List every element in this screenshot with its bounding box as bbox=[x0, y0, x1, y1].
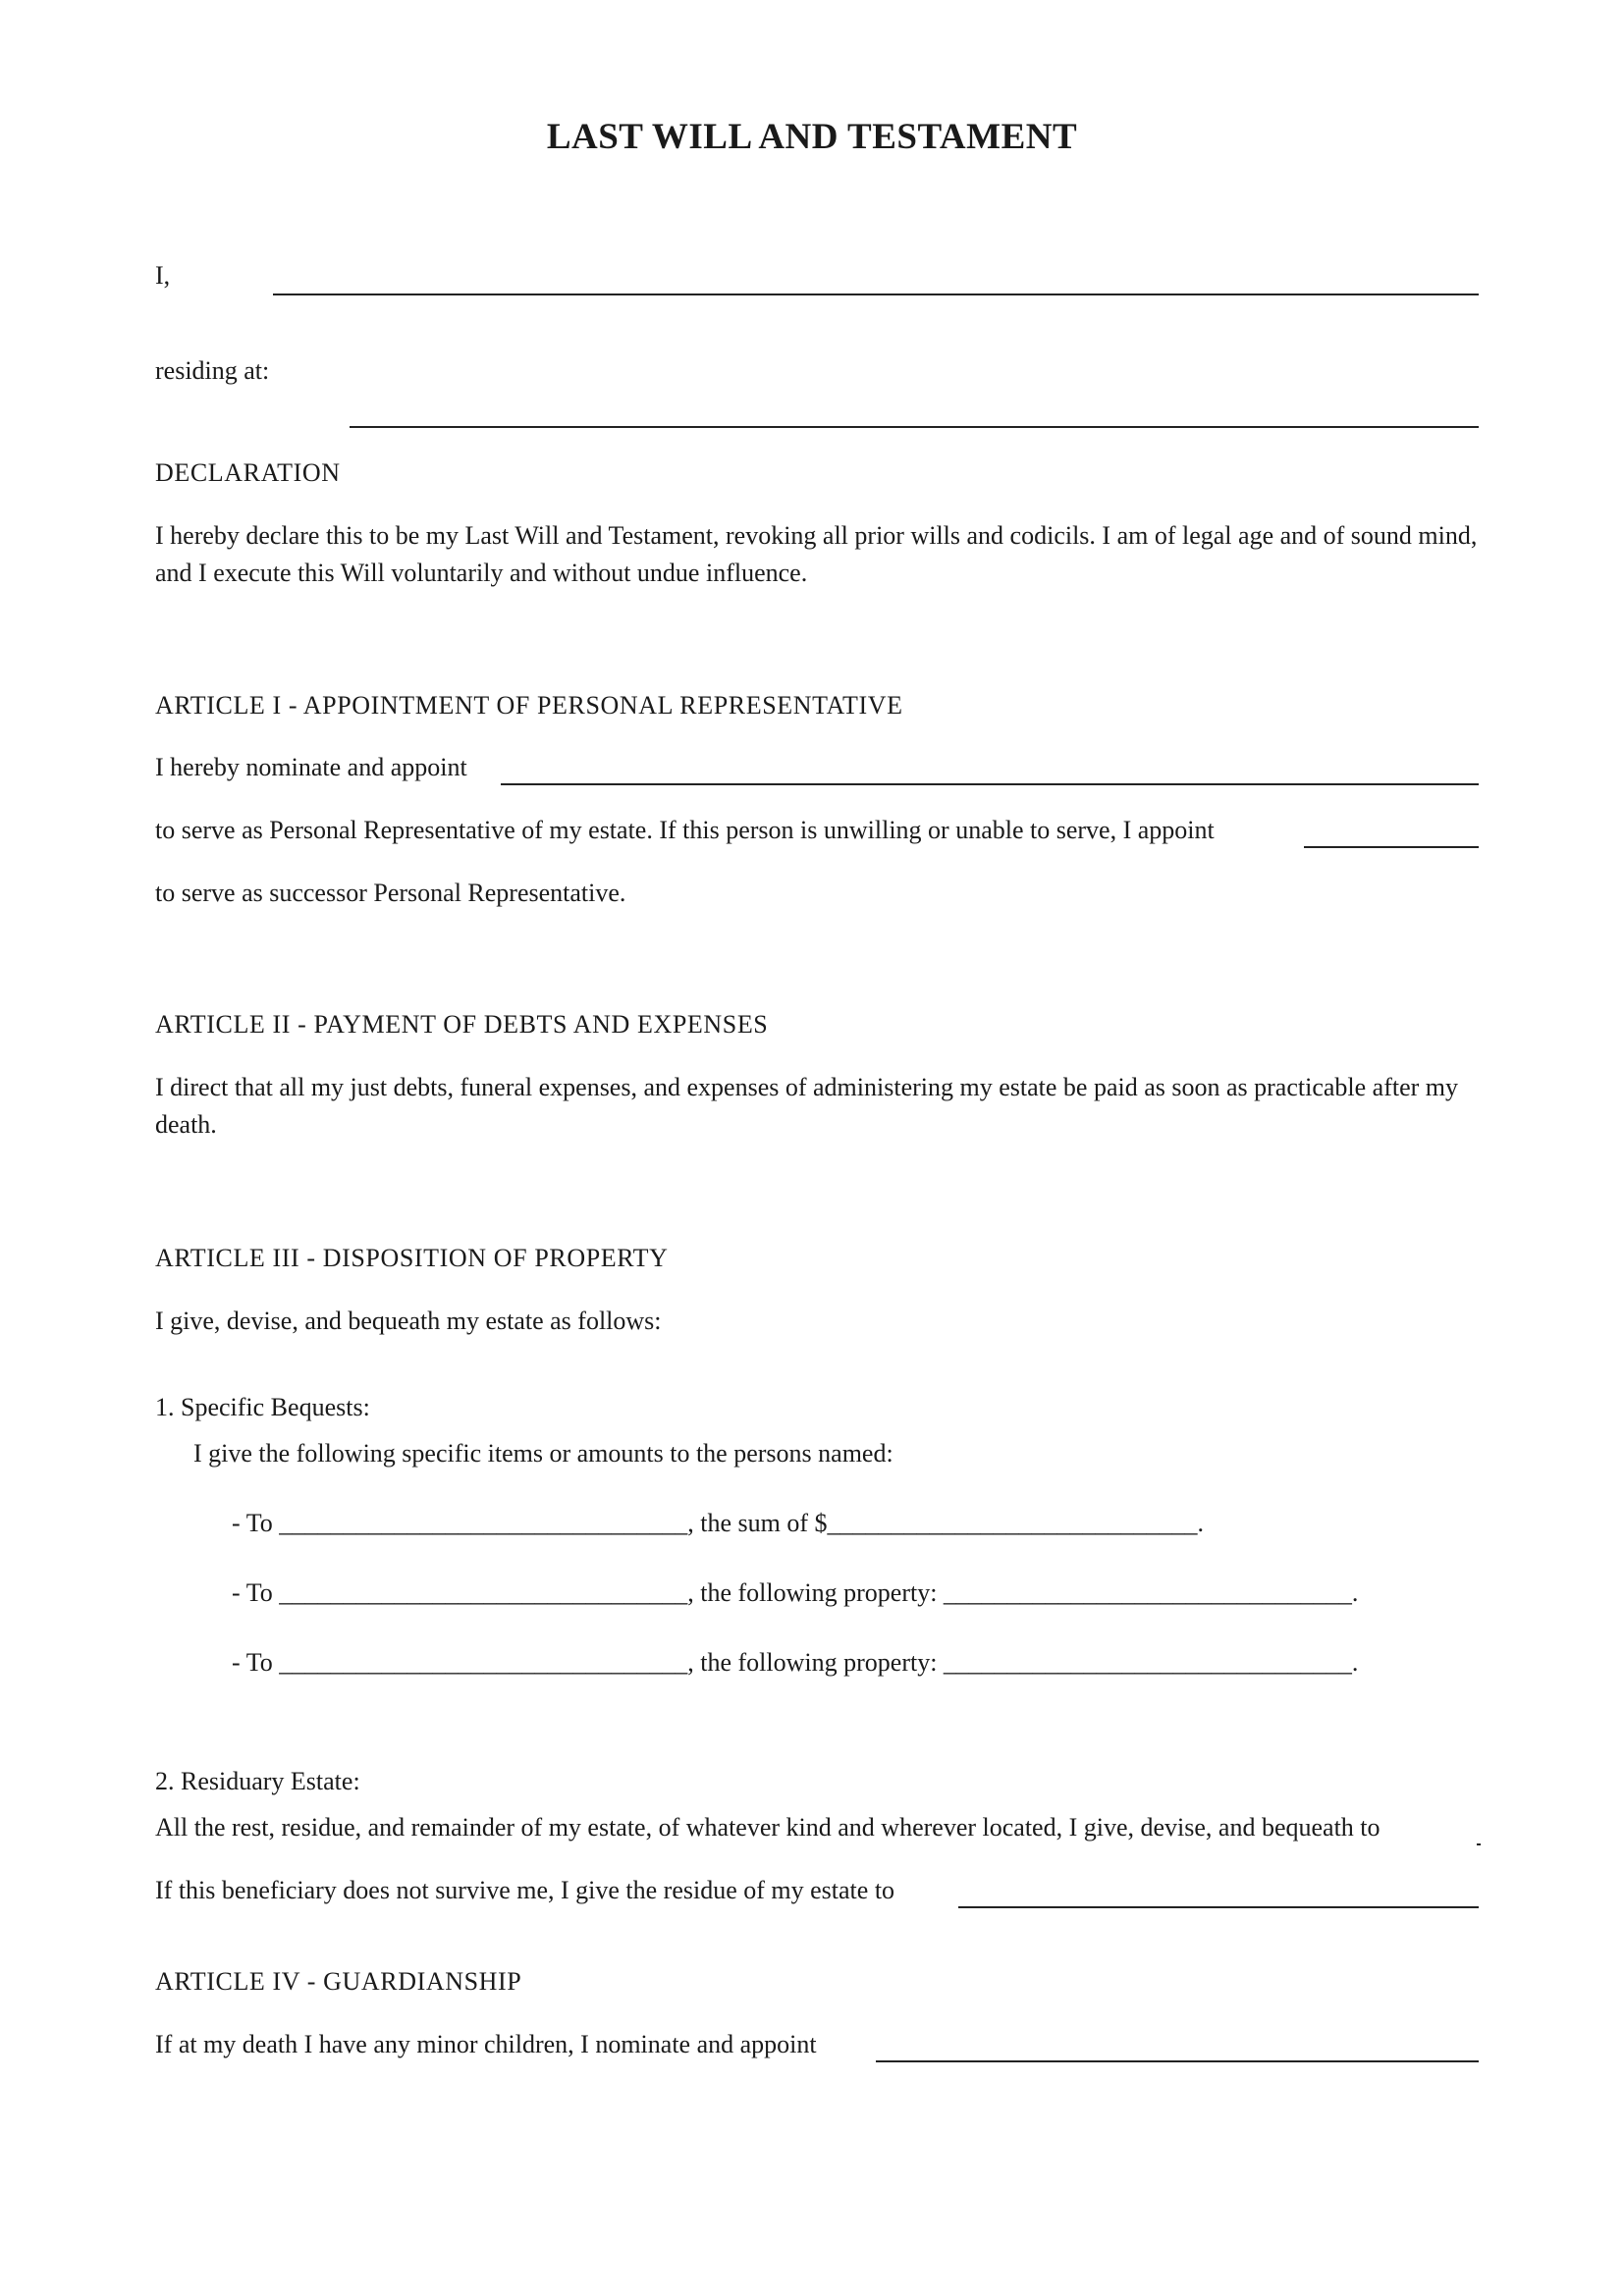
specific-bequests-intro: I give the following specific items or amounts to the persons named: bbox=[193, 1439, 893, 1468]
article-3-heading: ARTICLE III - DISPOSITION OF PROPERTY bbox=[155, 1244, 669, 1272]
bequest-line-3[interactable]: - To ________________________________, the following property: ________________________________. bbox=[232, 1648, 1359, 1677]
article-4-heading: ARTICLE IV - GUARDIANSHIP bbox=[155, 1967, 522, 1996]
residuary-beneficiary-field[interactable] bbox=[1477, 1843, 1481, 1845]
residing-label: residing at: bbox=[155, 356, 270, 385]
declaration-heading: DECLARATION bbox=[155, 458, 341, 487]
declaration-text: I hereby declare this to be my Last Will and Testament, revoking all prior wills and codicils. I am of legal age and of sound mind, and I execute this Will voluntarily and without undue influence. bbox=[155, 521, 1478, 587]
document-title: LAST WILL AND TESTAMENT bbox=[546, 117, 1078, 157]
specific-bequests-heading: 1. Specific Bequests: bbox=[155, 1393, 370, 1421]
successor-representative-field[interactable] bbox=[1304, 846, 1479, 848]
personal-representative-field[interactable] bbox=[501, 783, 1479, 785]
residuary-alternate-text: If this beneficiary does not survive me, I give the residue of my estate to bbox=[155, 1876, 895, 1904]
address-field[interactable] bbox=[350, 426, 1479, 428]
residuary-estate-heading: 2. Residuary Estate: bbox=[155, 1767, 360, 1795]
article-1-nominate-text: I hereby nominate and appoint bbox=[155, 753, 467, 781]
guardian-field[interactable] bbox=[876, 2060, 1479, 2062]
article-1-successor-end: to serve as successor Personal Representative. bbox=[155, 879, 626, 907]
testator-label: I, bbox=[155, 261, 171, 290]
residuary-estate-text: All the rest, residue, and remainder of my estate, of whatever kind and wherever located, I give, devise, and bequeath to bbox=[155, 1813, 1380, 1842]
article-2-text: I direct that all my just debts, funeral expenses, and expenses of administering my estate be paid as soon as practicable after my death. bbox=[155, 1073, 1459, 1139]
bequest-line-1[interactable]: - To ________________________________, the sum of $_____________________________. bbox=[232, 1509, 1205, 1537]
article-3-intro: I give, devise, and bequeath my estate as follows: bbox=[155, 1307, 662, 1335]
article-1-heading: ARTICLE I - APPOINTMENT OF PERSONAL REPRESENTATIVE bbox=[155, 691, 903, 720]
article-1-successor-text: to serve as Personal Representative of my estate. If this person is unwilling or unable to serve, I appoint bbox=[155, 816, 1215, 844]
testator-name-field[interactable] bbox=[273, 294, 1479, 295]
article-2-heading: ARTICLE II - PAYMENT OF DEBTS AND EXPENSES bbox=[155, 1010, 769, 1039]
bequest-line-2[interactable]: - To ________________________________, the following property: ________________________________. bbox=[232, 1578, 1359, 1607]
guardianship-text: If at my death I have any minor children, I nominate and appoint bbox=[155, 2030, 817, 2058]
alternate-beneficiary-field[interactable] bbox=[958, 1906, 1479, 1908]
